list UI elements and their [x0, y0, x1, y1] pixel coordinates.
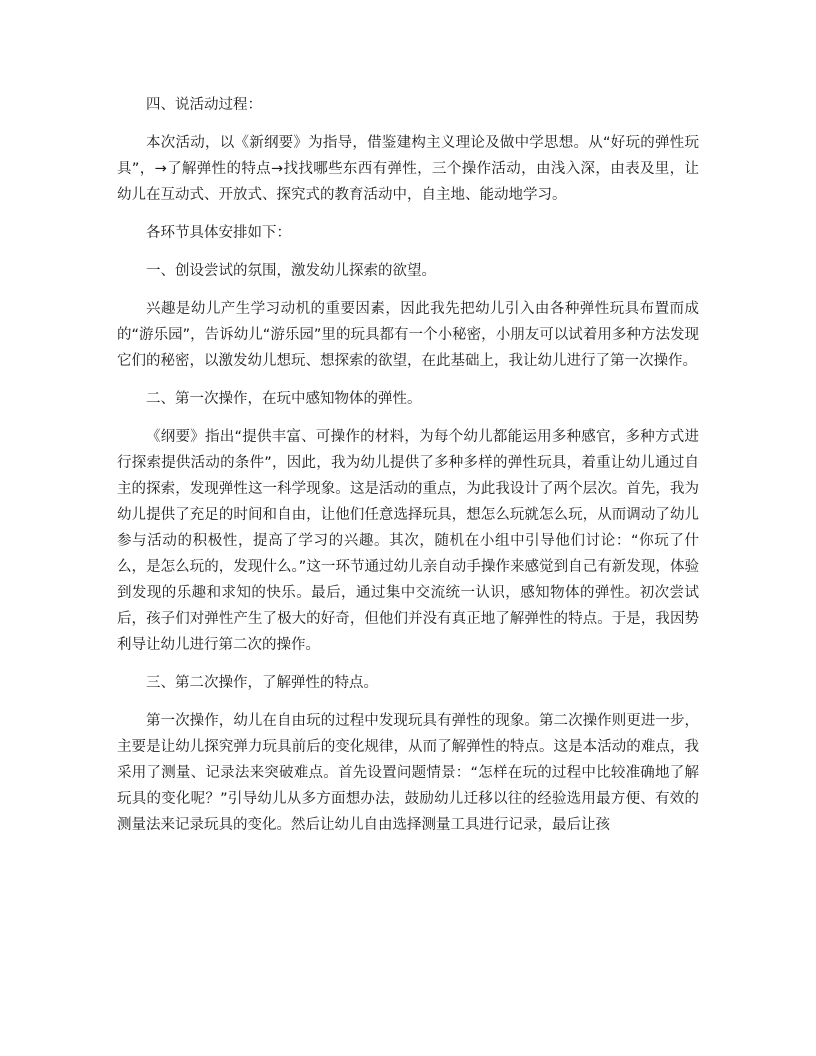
body-paragraph: 各环节具体安排如下： — [146, 225, 291, 241]
section-heading: 一、创设尝试的氛围，激发幼儿探索的欲望。 — [146, 263, 436, 279]
body-paragraph: 第一次操作，幼儿在自由玩的过程中发现玩具有弹性的现象。第二次操作则更进一步，主要是让幼儿探究弹力玩具前后的变化规律，从而了解弹性的特点。这是本活动的难点，我采用了测量、记录法来突破难点。首先设置问题情景：“怎样在玩的过程中比较准确地了解玩具的变化呢？”引导幼儿从多方面想办法，鼓励幼儿迁移以往的经验选用最方便、有效的测量法来记录玩具的变化。然后让幼儿自由选择测量工具进行记录，最后让孩 — [117, 713, 699, 833]
section-heading: 二、第一次操作，在玩中感知物体的弹性。 — [146, 391, 422, 407]
body-paragraph: 本次活动，以《新纲要》为指导，借鉴建构主义理论及做中学思想。从“好玩的弹性玩具”，→了解弹性的特点→找找哪些东西有弹性，三个操作活动，由浅入深，由表及里，让幼儿在互动式、开放式、探究式的教育活动中，自主地、能动地学习。 — [117, 135, 699, 203]
section-heading-activity-process: 四、说活动过程： — [146, 97, 262, 113]
section-heading: 三、第二次操作，了解弹性的特点。 — [146, 675, 378, 691]
document-body — [117, 92, 699, 850]
body-paragraph: 《纲要》指出“提供丰富、可操作的材料，为每个幼儿都能运用多种感官，多种方式进行探索提供活动的条件”，因此，我为幼儿提供了多种多样的弹性玩具，着重让幼儿通过自主的探索，发现弹性这一科学现象。这是活动的重点，为此我设计了两个层次。首先，我为幼儿提供了充足的时间和自由，让他们任意选择玩具，想怎么玩就怎么玩，从而调动了幼儿参与活动的积极性，提高了学习的兴趣。其次，随机在小组中引导他们讨论：“你玩了什么，是怎么玩的，发现什么。”这一环节通过幼儿亲自动手操作来感觉到自己有新发现，体验到发现的乐趣和求知的快乐。最后，通过集中交流统一认识，感知物体的弹性。初次尝试后，孩子们对弹性产生了极大的好奇，但他们并没有真正地了解弹性的特点。于是，我因势利导让幼儿进行第二次的操作。 — [117, 429, 699, 653]
body-paragraph: 兴趣是幼儿产生学习动机的重要因素，因此我先把幼儿引入由各种弹性玩具布置而成的“游乐园”，告诉幼儿“游乐园”里的玩具都有一个小秘密，小朋友可以试着用多种方法发现它们的秘密，以激发幼儿想玩、想探索的欲望，在此基础上，我让幼儿进行了第一次操作。 — [117, 301, 699, 369]
